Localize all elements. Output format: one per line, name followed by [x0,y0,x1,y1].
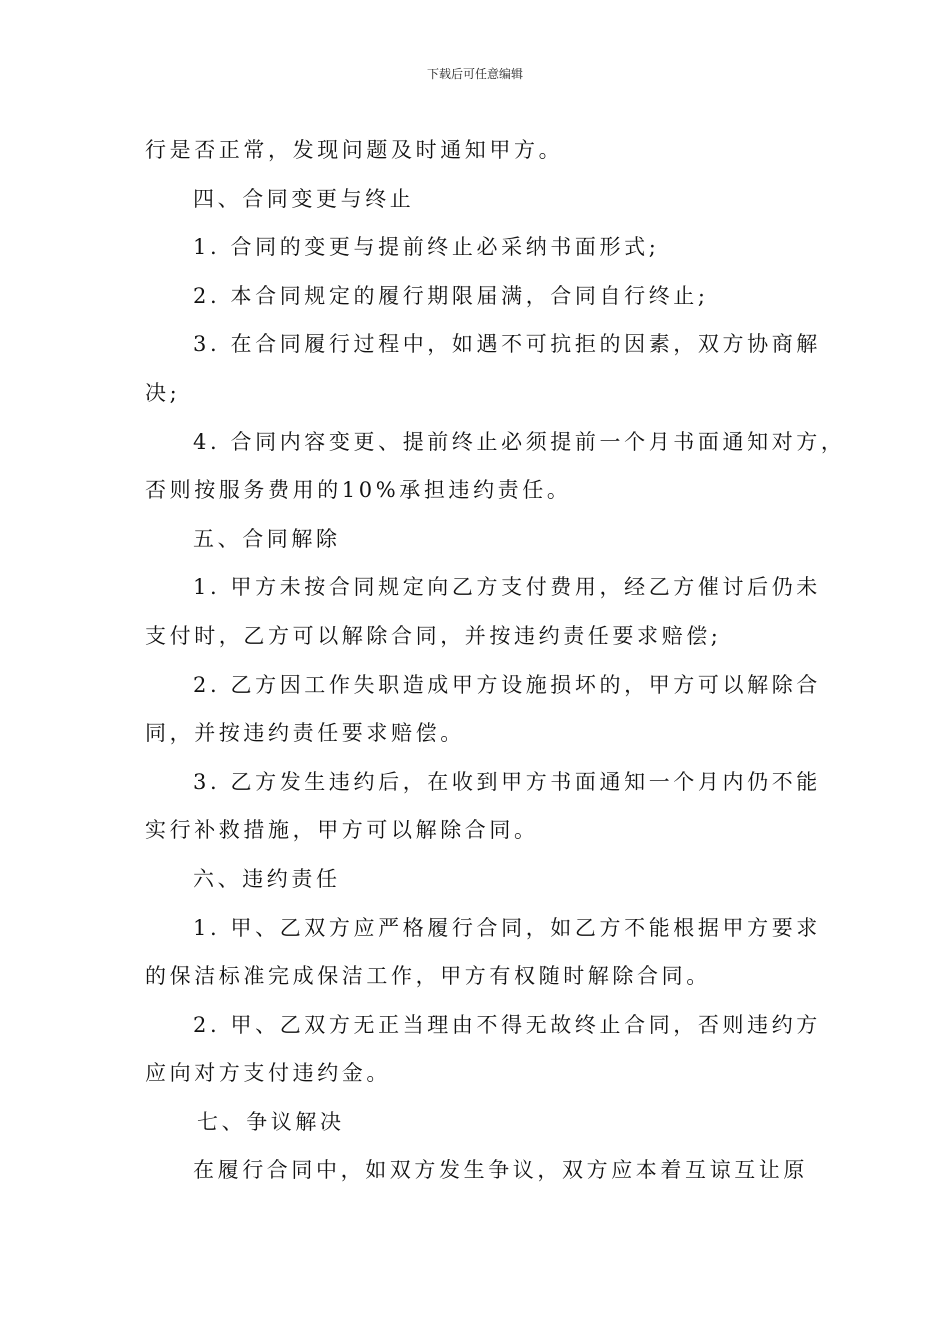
paragraph-line: 3. 乙方发生违约后，在收到甲方书面通知一个月内仍不能 [193,769,821,794]
paragraph-line: 2. 本合同规定的履行期限届满，合同自行终止; [193,283,709,308]
paragraph-line: 2. 乙方因工作失职造成甲方设施损坏的，甲方可以解除合 [193,672,821,697]
paragraph-line: 应向对方支付违约金。 [145,1061,391,1086]
paragraph-line: 1. 甲方未按合同规定向乙方支付费用，经乙方催讨后仍未 [193,575,821,600]
paragraph-line: 否则按服务费用的10%承担违约责任。 [145,478,572,503]
paragraph-line: 行是否正常，发现问题及时通知甲方。 [145,138,564,162]
document-body [145,126,846,1195]
page-header: 下载后可任意编辑 [426,67,523,81]
paragraph-line: 实行补救措施，甲方可以解除合同。 [145,818,539,843]
paragraph-line: 同，并按违约责任要求赔偿。 [145,721,465,746]
paragraph-line: 在履行合同中，如双方发生争议，双方应本着互谅互让原 [193,1158,808,1183]
section-heading-4: 四、合同变更与终止 [193,186,415,211]
paragraph-line: 的保洁标准完成保洁工作，甲方有权随时解除合同。 [145,964,711,989]
paragraph-line: 4. 合同内容变更、提前终止必须提前一个月书面通知对方， [193,429,846,454]
section-heading-5: 五、合同解除 [193,526,341,551]
paragraph-line: 3. 在合同履行过程中，如遇不可抗拒的因素，双方协商解 [193,332,821,357]
paragraph-line: 1. 合同的变更与提前终止必采纳书面形式; [193,235,660,260]
paragraph-line: 2. 甲、乙双方无正当理由不得无故终止合同，否则违约方 [193,1012,821,1037]
paragraph-line: 支付时，乙方可以解除合同，并按违约责任要求赔偿; [145,623,722,648]
paragraph-line: 1. 甲、乙双方应严格履行合同，如乙方不能根据甲方要求 [193,915,821,940]
paragraph-line: 决; [145,380,181,405]
section-heading-6: 六、违约责任 [193,866,341,891]
section-heading-7: 七、争议解决 [197,1109,345,1134]
